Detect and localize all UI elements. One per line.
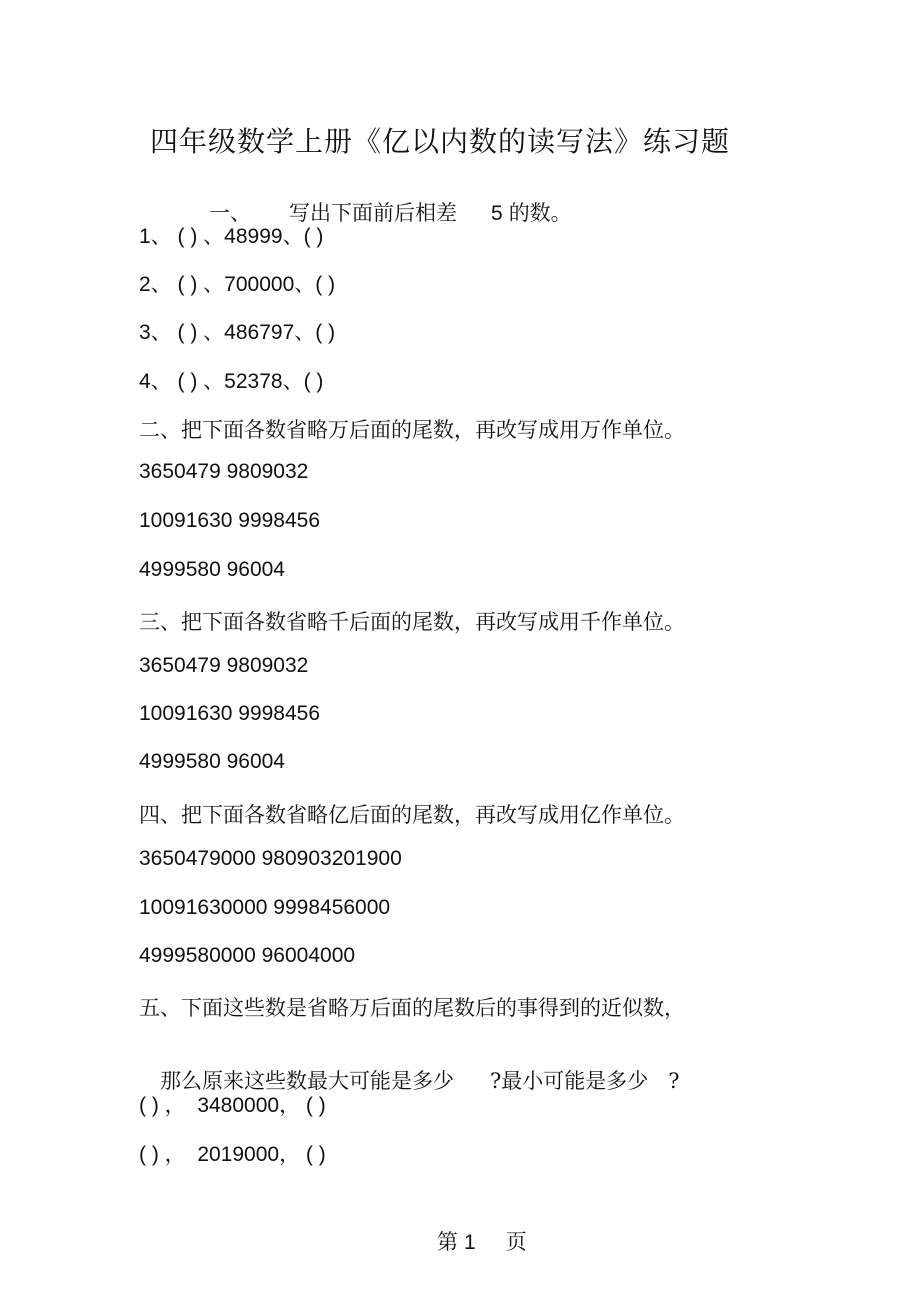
section3-heading: 三、把下面各数省略千后面的尾数，再改写成用千作单位。 xyxy=(139,610,685,634)
section2-row: 10091630 9998456 xyxy=(139,509,321,532)
section1-text2: 的数。 xyxy=(508,201,572,225)
section2-row: 3650479 9809032 xyxy=(139,460,309,483)
section4-heading: 四、把下面各数省略亿后面的尾数，再改写成用亿作单位。 xyxy=(139,803,685,827)
page-footer xyxy=(416,1201,527,1281)
section1-item: 3、 ( ) 、486797、( ) xyxy=(139,321,336,344)
section3-row: 3650479 9809032 xyxy=(139,654,309,677)
section1-value: 5 xyxy=(491,202,503,225)
footer-page-number: 1 xyxy=(464,1231,476,1254)
section5-item: ( ) ， 2019000， ( ) xyxy=(139,1143,326,1166)
section1-number: 一、 xyxy=(209,201,251,225)
section4-row: 3650479000 980903201900 xyxy=(139,847,402,870)
section4-row: 10091630000 9998456000 xyxy=(139,896,391,919)
section5-heading2a: 那么原来这些数最大可能是多少 xyxy=(160,1069,454,1093)
section1-item: 4、 ( ) 、52378、( ) xyxy=(139,370,324,393)
section1-text: 写出下面前后相差 xyxy=(289,201,457,225)
section4-row: 4999580000 96004000 xyxy=(139,944,356,967)
section2-row: 4999580 96004 xyxy=(139,558,285,581)
section3-row: 10091630 9998456 xyxy=(139,702,321,725)
section5-heading2c: ? xyxy=(668,1069,680,1093)
section3-row: 4999580 96004 xyxy=(139,750,285,773)
page-title: 四年级数学上册《亿以内数的读写法》练习题 xyxy=(150,125,731,158)
section5-heading2b: ?最小可能是多少 xyxy=(490,1069,649,1093)
section5-heading: 五、下面这些数是省略万后面的尾数后的事得到的近似数， xyxy=(139,996,685,1020)
section1-item: 1、 ( ) 、48999、( ) xyxy=(139,225,324,248)
footer-suffix: 页 xyxy=(505,1230,527,1254)
section2-heading: 二、把下面各数省略万后面的尾数，再改写成用万作单位。 xyxy=(139,418,685,442)
section1-item: 2、 ( ) 、700000、( ) xyxy=(139,273,336,296)
footer-prefix: 第 xyxy=(437,1230,458,1254)
section5-item: ( ) ， 3480000， ( ) xyxy=(139,1094,326,1117)
